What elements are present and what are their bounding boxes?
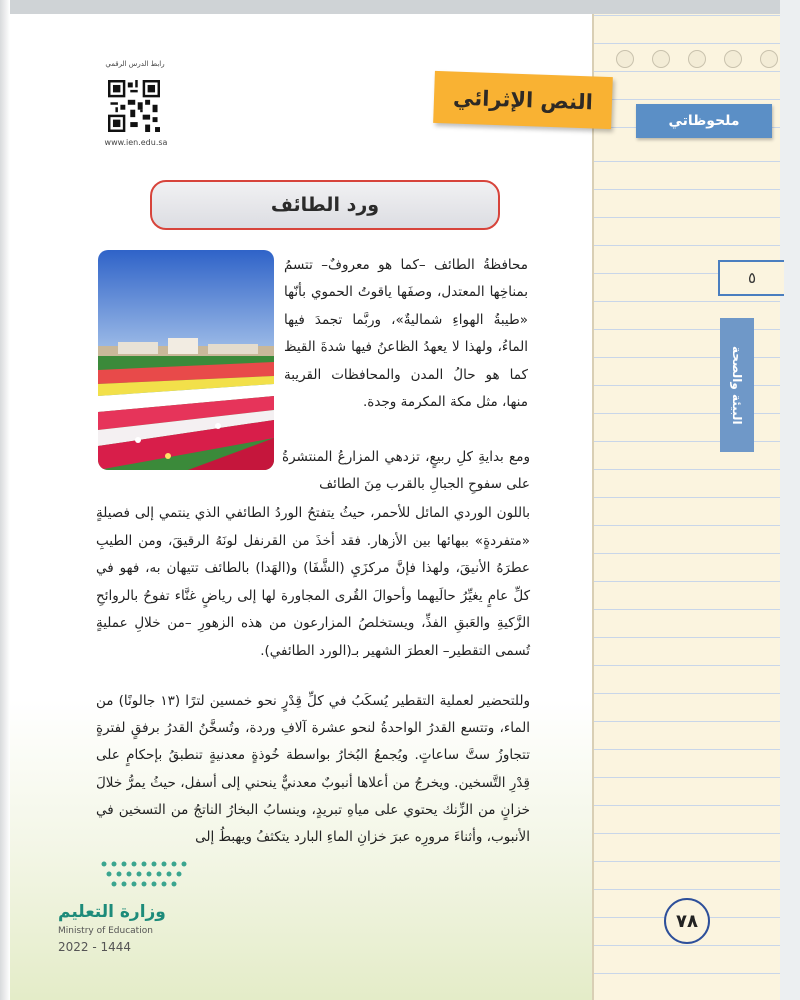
page-number: ٧٨ xyxy=(676,910,698,932)
lesson-title: ورد الطائف xyxy=(270,194,380,216)
edition-year: 2022 - 1444 xyxy=(58,940,132,954)
notes-banner xyxy=(636,104,772,138)
ministry-name-ar: وزارة التعليم xyxy=(58,902,166,922)
binder-hole xyxy=(616,50,634,68)
binder-hole xyxy=(688,50,706,68)
page-number-badge xyxy=(664,898,710,944)
page-left-edge xyxy=(0,0,10,1000)
ministry-name-en: Ministry of Education xyxy=(58,926,153,936)
top-edge xyxy=(0,0,800,14)
unit-number-box xyxy=(718,260,784,296)
qr-code-icon[interactable] xyxy=(108,80,160,132)
paragraph-2: ومع بدايةِ كلِ ربيعٍ، تزدهي المزارعُ المنتشرةُ على سفوحِ الجبالِ بالقرب مِنَ الطائف xyxy=(282,449,530,492)
binder-hole xyxy=(760,50,778,68)
notes-sidebar xyxy=(592,14,780,1000)
lesson-title-box xyxy=(150,180,500,230)
section-banner-label: النص الإثرائي xyxy=(452,85,594,115)
notes-divider xyxy=(592,14,594,1000)
ministry-logo-dots xyxy=(98,858,194,892)
binder-hole xyxy=(724,50,742,68)
unit-tab xyxy=(720,318,754,452)
page-right-edge xyxy=(780,0,800,1000)
paragraph-1: محافظةُ الطائف –كما هو معروفٌ– تتسمُ بمناخِها المعتدل، وصفَها ياقوتُ الحموي بأنّها «طيبةُ الهواءِ شماليةٌ»، وربَّما تجمدَ فيها الماءُ، ولهذا لا يعهدُ الظاعنُ فيها شدةَ القيظ كما هو حالُ المدن والمحافظات القريبة منها، مثل مكة المكرمة وجدة. xyxy=(284,257,528,411)
paragraph-3: باللون الوردي المائل للأحمر، حيثُ يتفتحُ الوردُ الطائفي الذي ينتمي إلى فصيلةٍ «متفردةٍ» ببهائها بين الأزهار. فقد أخذَ من القرنفل لونَهُ الرقيقَ، ومن الطيبِ عطرَهُ الأنيقَ، ولهذا فإنَّ مركزَيِ (الشَّفَا) و(الهَدا) بالطائف تتيهان به، فهو في كلِّ عامٍ يغيِّرُ حالَيهما وأحوالَ القُرى المجاورة لها إلى رياضٍ غنَّاء تفوحُ بالروائحِ الزَّكيةِ والعَبقِ الفذِّ، ويستخلصُ المزارعون من هذه الزهورِ –من خلالِ عمليةٍ تُسمى التقطير– العطرَ الشهير بـ(الورد الطائفي). xyxy=(96,505,530,659)
qr-url[interactable]: www.ien.edu.sa xyxy=(104,138,168,147)
paragraph-4: وللتحضير لعملية التقطير يُسكَبُ في كلِّ قِدْرٍ نحو خمسين لترًا (١٣ جالونًا) من الماء، وتتسع القدرُ الواحدةُ لنحو عشرة آلافِ وردة، وتُسخَّنُ القدرُ برفقٍ لفترةٍ تتجاوزُ ستَّ ساعاتٍ. ويُجمعُ البُخارُ بواسطة خُوذةٍ معدنيةٍ تنطبقُ بإحكامٍ على قِدْرِ التَّسخين. ويخرجُ من أعلاها أنبوبٌ معدنيٌّ ينحني إلى أسفل، حيثُ يمرُّ خلالَ خزانٍ من الزِّنك يحتوي على مياهِ تبريدٍ، وينسابُ البخارُ الناتجُ من التسخين في الأنبوب، وأثناءَ مرورِه عبرَ خزانِ الماءِ البارد يتكثفُ ويهبطُ إلى xyxy=(96,693,530,846)
qr-label: رابط الدرس الرقمي xyxy=(105,60,165,68)
unit-tab-label: البيئة والصحة xyxy=(730,345,744,425)
notes-banner-label: ملحوظاتي xyxy=(668,113,740,129)
binder-hole xyxy=(652,50,670,68)
unit-number: ٥ xyxy=(747,269,757,287)
section-banner xyxy=(433,71,613,129)
flower-field-photo xyxy=(98,250,274,470)
